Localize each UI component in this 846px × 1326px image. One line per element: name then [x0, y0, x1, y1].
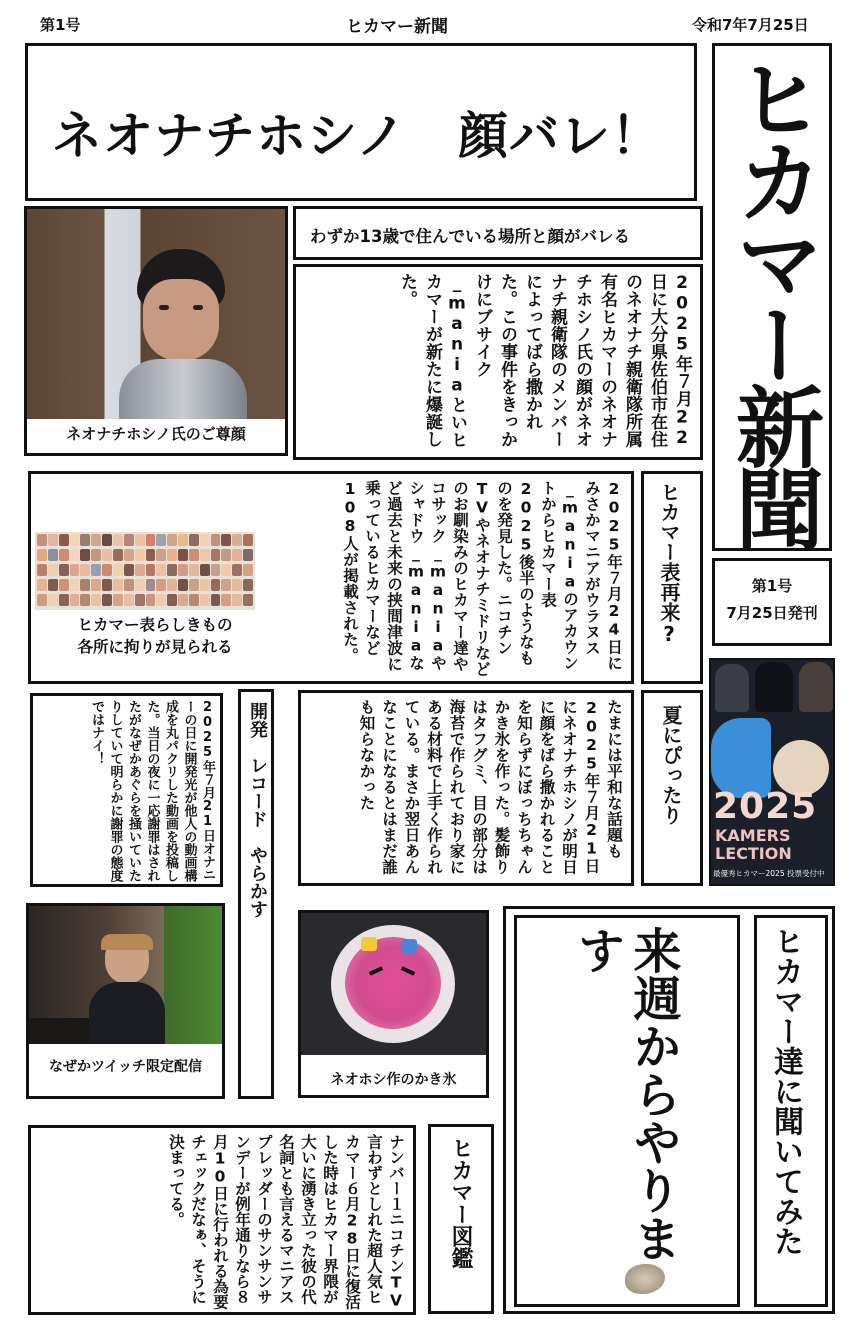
ad-banner-sub1: KAMERS [715, 826, 791, 845]
feature-box [503, 906, 835, 1314]
streamer-photo [29, 906, 222, 1044]
summer-article-body: たまには平和な話題も2025年７月21日にネオナチホシノが明日に顔をばら撒かれることを知らずにぼっちちゃんかき氷を作った。髪飾りはタフグミ、目の部分は海苔で作られており家にある材料で上手く作られている。まさか翌日あんなことになるとはまだ誰も知らなかった [357, 699, 623, 875]
record-photo-caption: なぜかツイッチ限定配信 [29, 1056, 222, 1076]
encyclopedia-article-body: ナンバー１ニコチンTV言わずとしれた超人気ヒカマー６月28日に復活した時はヒカマー界隈が大いに湧き立った彼の代名詞とも言えるマニアスプレッダーのサンサンサンデーが例年通りなら８月10日に行われる為要チェックだなぁ、そうに決まってる。 [167, 1134, 405, 1310]
kakigori-photo-caption: ネオホシ作のかき氷 [301, 1069, 486, 1089]
ad-banner-footer: 最優秀ヒカマー2025 投票受付中 [713, 869, 825, 878]
encyclopedia-article-box [28, 1125, 416, 1315]
subheadline-box [293, 206, 703, 260]
kakigori-photo [301, 913, 486, 1055]
summer-headline-box [641, 690, 703, 886]
lead-article-box [293, 264, 703, 460]
headline-box [25, 43, 697, 201]
boy-portrait-photo [27, 209, 285, 419]
subheadline: わずか13歳で住んでいる場所と顔がバレる [310, 227, 630, 246]
issue-info-number: 第1号 [751, 577, 793, 595]
kakigori-photo-frame [298, 910, 489, 1098]
table-caption-line1: ヒカマー表らしきもの [77, 616, 233, 634]
record-headline-box [238, 689, 274, 1099]
ad-banner-sub2: LECTION [715, 844, 792, 863]
feature-body: 来週からやります [569, 926, 681, 1262]
masthead-box [712, 43, 832, 551]
record-photo-frame [26, 903, 225, 1099]
masthead-title: ヒカマー新聞 [722, 54, 825, 546]
issue-number: 第1号 [40, 16, 81, 34]
encyclopedia-headline-box [428, 1124, 494, 1314]
ad-banner-year: 2025 [713, 786, 818, 827]
table-photo-caption [35, 614, 275, 658]
table-headline-box [641, 471, 703, 684]
issue-info-box [712, 558, 832, 646]
main-headline: ネオナチホシノ 顔バレ！ [52, 107, 662, 165]
feature-headline-box [754, 915, 828, 1307]
record-article-box [30, 693, 223, 887]
lead-photo-frame [24, 206, 288, 456]
summer-headline: 夏にぴったり [659, 705, 683, 825]
table-caption-line2: 各所に拘りが見られる [77, 638, 233, 656]
paper-name: ヒカマー新聞 [346, 17, 448, 37]
issue-info-date: 7月25日発刊 [726, 604, 818, 622]
hikamer-table-image [35, 532, 255, 610]
record-headline: 開発 レコード やらかす [247, 702, 268, 918]
summer-article-box [298, 690, 634, 886]
feature-body-box [514, 915, 740, 1307]
encyclopedia-headline: ヒカマー図鑑 [448, 1137, 473, 1269]
lead-article-body: 2025年７月22日に大分県佐伯市在住のネオナチ親衛隊所属有名ヒカマーのネオナチホシノ氏の顔がネオナチ親衛隊のメンバーによってばら撒かれた。この事件をきっかけにブサイク_maniaといヒカマーが新たに爆誕した。 [397, 273, 692, 449]
feature-headline: ヒカマー達に聞いてみた [768, 926, 803, 1256]
record-article-body: 2025年７月21日オナニーの日に開発光が他人の動画構成を丸パクリした動画を投稿した。当日の夜に一応謝罪はされたがなぜかあぐらを掻いていたりしていて明らかに謝罪の態度ではナイ！ [89, 700, 215, 882]
table-article-body: 2025年７月24日にみさかマニアがウラヌス_maniaのアカウントからヒカマー表2025後半のようなものを発見した。ニコチンTVやネオナチミドリなどのお馴染みのヒカマー達やコサック_maniaやシャドウ_maniaなど過去と未来の挟間津波に乗っているヒカマーなど108人が掲載された。 [341, 480, 623, 677]
table-headline: ヒカマー表再来? [657, 482, 681, 646]
lead-photo-caption: ネオナチホシノ氏のご尊顔 [27, 423, 285, 444]
table-article-box [28, 471, 634, 684]
issue-date: 令和7年7月25日 [692, 16, 809, 34]
election-ad-banner [709, 658, 835, 886]
